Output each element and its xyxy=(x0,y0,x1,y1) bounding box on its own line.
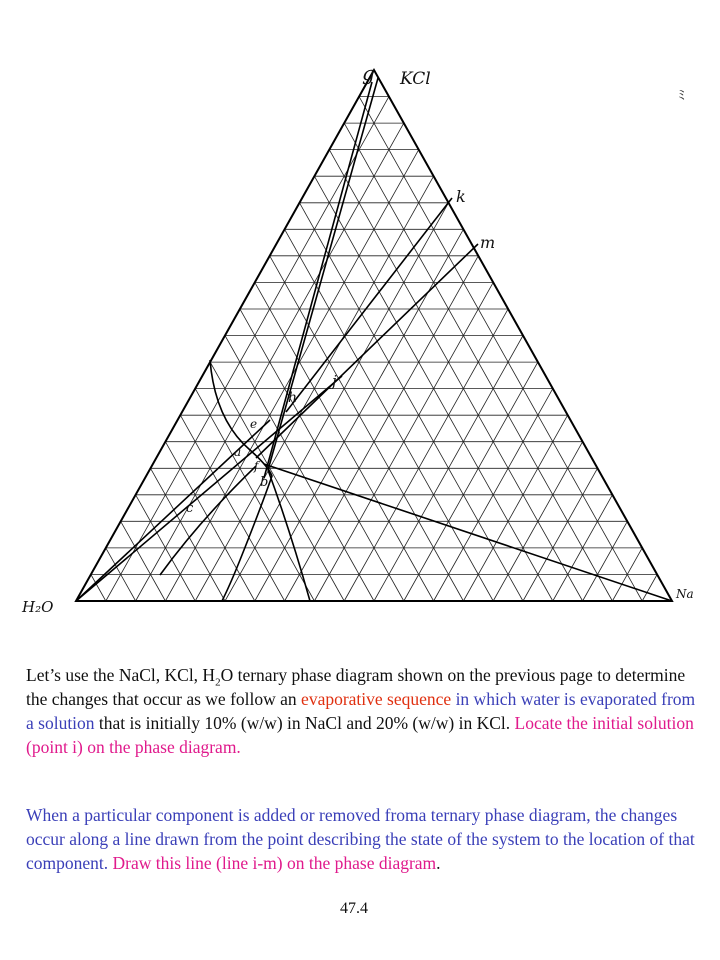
grid-line xyxy=(463,415,567,601)
grid-line xyxy=(583,521,628,601)
point-label-h: h xyxy=(288,390,298,406)
grid-line xyxy=(180,415,284,601)
para1-evaporative-sequence: evaporative sequence xyxy=(301,689,452,709)
grid-line xyxy=(151,468,226,601)
line-g-b xyxy=(264,82,372,478)
vertex-right-label: Na xyxy=(676,587,694,601)
para1-text-2: O ternary phase diagram shown on the previous page to determine the changes that occur as we follow an xyxy=(26,665,686,709)
point-label-b: b xyxy=(260,475,269,490)
point-label-e: e xyxy=(250,417,258,431)
para2-text-1: When a particular component is added or removed froma ternary phase diagram, the changes occur along a line drawn from the point describing the state of the system to the location of that component. xyxy=(26,805,695,873)
para2-draw-instruction: Draw this line (line i-m) on the phase diagram xyxy=(112,853,437,873)
para1-text-3: that is initially 10% (w/w) in NaCl and 20% (w/w) in KCl. xyxy=(94,713,515,733)
line-d-na xyxy=(264,464,672,601)
para1-water-evaporated: in which water is evaporated from a solution xyxy=(26,689,696,733)
grid-line xyxy=(225,203,449,601)
vertex-left-label: H₂O xyxy=(22,598,54,616)
grid-line xyxy=(404,362,538,601)
page-number: 47.4 xyxy=(340,900,368,917)
line-m-d xyxy=(256,244,478,458)
curve-right xyxy=(268,470,310,601)
grid-line xyxy=(106,97,389,601)
grid-line xyxy=(523,468,598,601)
paragraph-evaporative-sequence xyxy=(26,663,706,759)
point-label-j: j xyxy=(332,372,337,390)
margin-mark: ﾐ xyxy=(678,89,685,104)
point-label-c: c xyxy=(186,501,194,516)
point-label-k: k xyxy=(456,187,466,206)
line-h2o-j xyxy=(76,376,342,601)
point-label-a: a xyxy=(234,445,242,459)
point-label-f: f xyxy=(254,459,259,473)
point-label-g: g xyxy=(362,61,375,85)
curve-lower xyxy=(160,466,256,575)
grid-line xyxy=(121,521,166,601)
triangular-grid xyxy=(91,97,657,602)
para1-text-1: Let’s use the NaCl, KCl, H xyxy=(26,665,216,685)
grid-line xyxy=(300,203,524,601)
grid-line xyxy=(210,362,344,601)
grid-line xyxy=(240,309,404,601)
paragraph-component-line xyxy=(26,803,706,875)
point-label-m: m xyxy=(480,233,496,252)
grid-line xyxy=(359,97,642,601)
para1-locate-instruction: Locate the initial solution (point i) on the phase diagram. xyxy=(26,713,694,757)
para2-period: . xyxy=(436,853,441,873)
para1-subscript: 2 xyxy=(215,676,221,689)
grid-line xyxy=(642,575,657,602)
construction-lines xyxy=(76,78,672,601)
vertex-top-label: KCl xyxy=(400,69,431,89)
grid-line xyxy=(344,309,508,601)
